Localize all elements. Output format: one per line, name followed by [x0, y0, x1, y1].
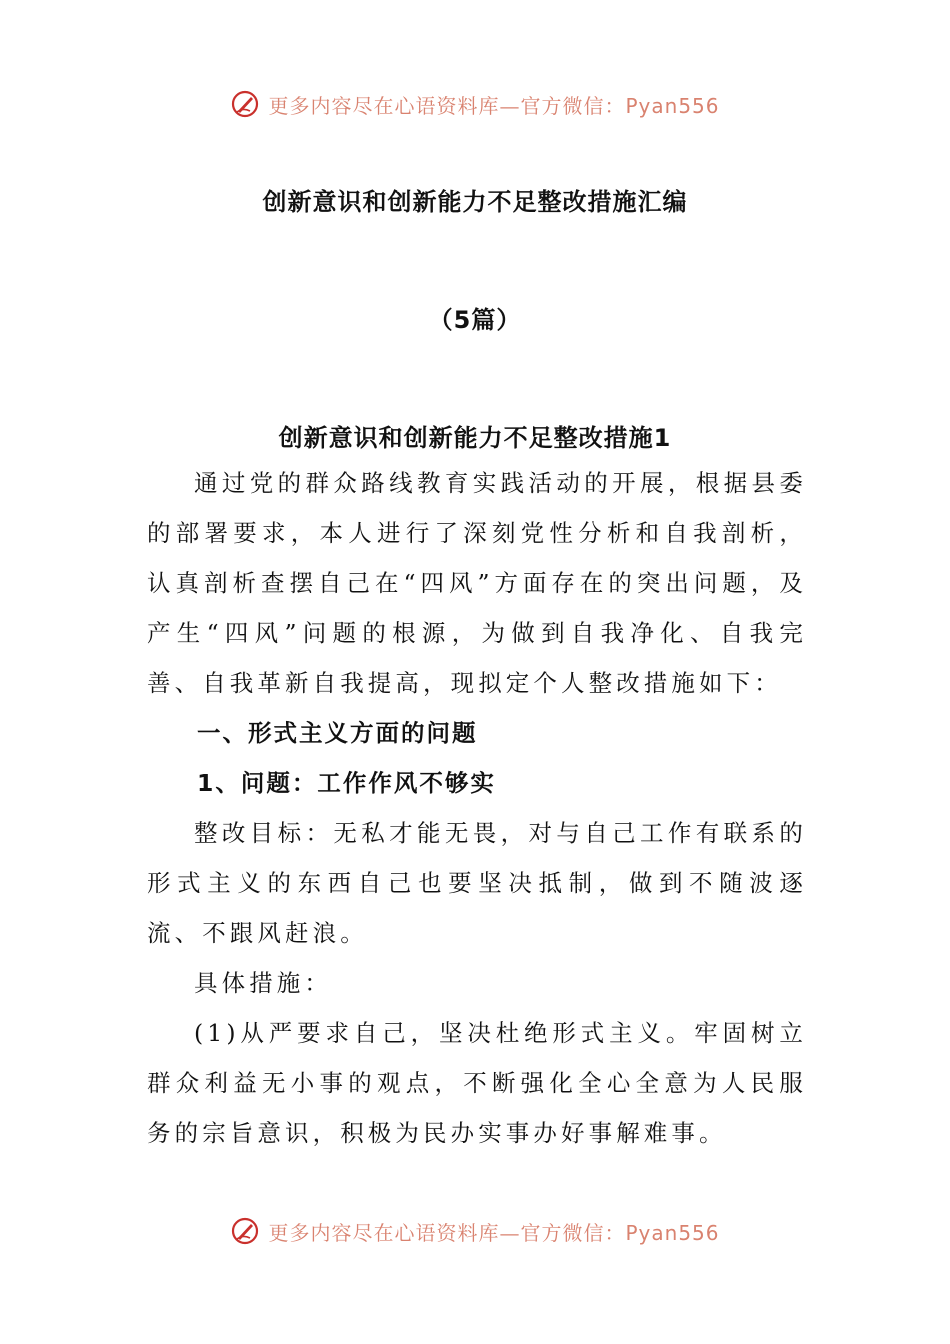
goal-paragraph: 整改目标：无私才能无畏，对与自己工作有联系的形式主义的东西自己也要坚决抵制，做到不随波逐流、不跟风赶浪。 — [147, 819, 807, 947]
intro-paragraph: 通过党的群众路线教育实践活动的开展，根据县委的部署要求，本人进行了深刻党性分析和自我剖析，认真剖析查摆自己在“四风”方面存在的突出问题，及产生“四风”问题的根源，为做到自我净化、自我完善、自我革新自我提高，现拟定个人整改措施如下： — [147, 469, 807, 697]
watermark-wechat-id: Pyan556 — [625, 93, 720, 118]
heading-formalism: 一、形式主义方面的问题 — [197, 719, 478, 747]
heading-problem-1: 1、问题：工作作风不够实 — [197, 769, 496, 797]
section-title: 创新意识和创新能力不足整改措施1 — [278, 424, 672, 452]
measures-label: 具体措施： — [194, 969, 332, 997]
document-body — [147, 458, 807, 1158]
watermark-label: 更多内容尽在心语资料库—官方微信： — [268, 93, 626, 118]
watermark-label: 更多内容尽在心语资料库—官方微信： — [268, 1220, 626, 1245]
watermark-text — [268, 90, 719, 119]
watermark-text — [268, 1217, 719, 1246]
pen-in-circle-logo-icon — [230, 89, 260, 119]
watermark-header — [0, 84, 950, 124]
measure-1-paragraph: (1)从严要求自己，坚决杜绝形式主义。牢固树立群众利益无小事的观点，不断强化全心全意为人民服务的宗旨意识，积极为民办实事办好事解难事。 — [147, 1019, 807, 1147]
main-title: 创新意识和创新能力不足整改措施汇编 — [262, 188, 688, 216]
watermark-footer — [0, 1211, 950, 1251]
sub-title: （5篇） — [428, 306, 522, 334]
watermark-wechat-id: Pyan556 — [625, 1220, 720, 1245]
pen-in-circle-logo-icon — [230, 1216, 260, 1246]
